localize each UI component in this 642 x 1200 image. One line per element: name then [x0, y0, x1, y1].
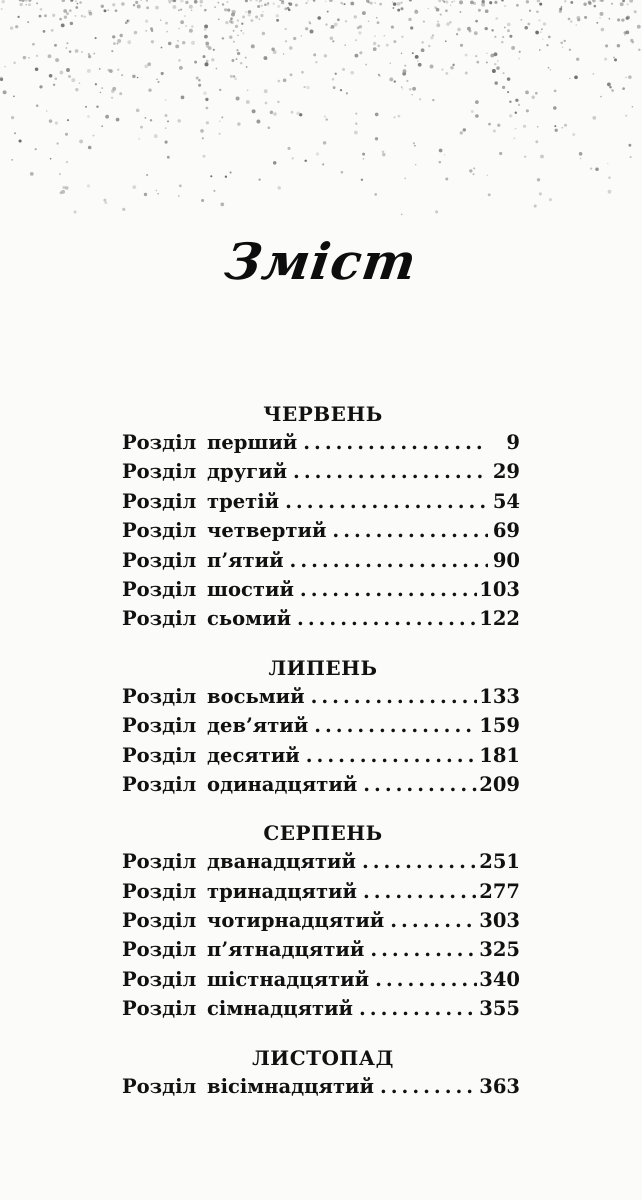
dot-leader — [390, 906, 477, 935]
table-of-contents — [122, 400, 520, 1101]
toc-entry[interactable] — [122, 457, 520, 486]
page-number: 303 — [479, 909, 520, 933]
page-title: Зміст — [221, 232, 421, 291]
dot-leader — [314, 711, 477, 740]
chapter-label: Розділ десятий — [122, 743, 300, 767]
dot-leader — [363, 770, 477, 799]
chapter-label: Розділ одинадцятий — [122, 772, 358, 796]
chapter-label: Розділ сьомий — [122, 607, 292, 631]
page-number: 363 — [479, 1074, 520, 1098]
dot-leader — [375, 965, 477, 994]
dot-leader — [359, 994, 477, 1023]
toc-entry[interactable] — [122, 516, 520, 545]
page-number: 251 — [479, 850, 520, 874]
toc-entry[interactable] — [122, 1072, 520, 1101]
page-number: 69 — [492, 519, 520, 543]
dot-leader — [297, 604, 477, 633]
toc-entry[interactable] — [122, 604, 520, 633]
dot-leader — [311, 682, 478, 711]
toc-entry[interactable] — [122, 428, 520, 457]
toc-entry[interactable] — [122, 965, 520, 994]
page-number: 325 — [479, 938, 520, 962]
toc-entry[interactable] — [122, 546, 520, 575]
dot-leader — [293, 457, 488, 486]
chapter-label: Розділ дванадцятий — [122, 850, 356, 874]
section-title: СЕРПЕНЬ — [263, 821, 383, 846]
section-title: ЛИПЕНЬ — [268, 655, 378, 680]
page-number: 54 — [492, 489, 520, 513]
toc-entry[interactable] — [122, 877, 520, 906]
speckled-header-decoration — [0, 0, 642, 230]
chapter-label: Розділ четвертий — [122, 519, 327, 543]
page-number: 9 — [506, 431, 520, 454]
page-number: 29 — [492, 460, 520, 484]
toc-entry[interactable] — [122, 770, 520, 799]
section-title: ЛИСТОПАД — [252, 1045, 394, 1070]
toc-section — [122, 819, 520, 1023]
dot-leader — [285, 487, 488, 516]
toc-entry[interactable] — [122, 741, 520, 770]
page-number: 159 — [479, 714, 520, 738]
toc-entry[interactable] — [122, 487, 520, 516]
toc-entry[interactable] — [122, 994, 520, 1023]
page-number: 181 — [479, 743, 520, 767]
dot-leader — [332, 516, 488, 545]
page-number: 355 — [479, 997, 520, 1021]
chapter-label: Розділ шостий — [122, 577, 294, 601]
chapter-label: Розділ п’ятий — [122, 548, 284, 572]
dot-leader — [303, 428, 488, 457]
chapter-label: Розділ шістнадцятий — [122, 967, 370, 991]
page-number: 122 — [479, 607, 520, 631]
chapter-label: Розділ сімнадцятий — [122, 997, 354, 1021]
chapter-label: Розділ дев’ятий — [122, 714, 309, 738]
toc-section — [122, 1044, 520, 1101]
dot-leader — [290, 546, 488, 575]
toc-entry[interactable] — [122, 906, 520, 935]
dot-leader — [300, 575, 477, 604]
page-number: 277 — [479, 879, 520, 903]
page-number: 340 — [479, 967, 520, 991]
dot-leader — [363, 877, 477, 906]
chapter-label: Розділ другий — [122, 460, 288, 484]
section-title: ЧЕРВЕНЬ — [263, 402, 383, 426]
page-number: 133 — [479, 684, 520, 708]
toc-entry[interactable] — [122, 847, 520, 876]
dot-leader — [370, 935, 477, 964]
toc-entry[interactable] — [122, 575, 520, 604]
chapter-label: Розділ чотирнадцятий — [122, 909, 385, 933]
toc-entry[interactable] — [122, 711, 520, 740]
page-number: 90 — [492, 548, 520, 572]
dot-leader — [362, 847, 477, 876]
chapter-label: Розділ п’ятнадцятий — [122, 938, 365, 962]
toc-section — [122, 654, 520, 800]
chapter-label: Розділ тринадцятий — [122, 879, 357, 903]
dot-leader — [380, 1072, 477, 1101]
chapter-label: Розділ восьмий — [122, 684, 305, 708]
toc-entry[interactable] — [122, 935, 520, 964]
page-number: 209 — [479, 772, 520, 796]
chapter-label: Розділ вісімнадцятий — [122, 1074, 374, 1098]
chapter-label: Розділ перший — [122, 431, 298, 454]
dot-leader — [306, 741, 478, 770]
toc-entry[interactable] — [122, 682, 520, 711]
chapter-label: Розділ третій — [122, 489, 280, 513]
page-number: 103 — [479, 577, 520, 601]
toc-section — [122, 400, 520, 634]
